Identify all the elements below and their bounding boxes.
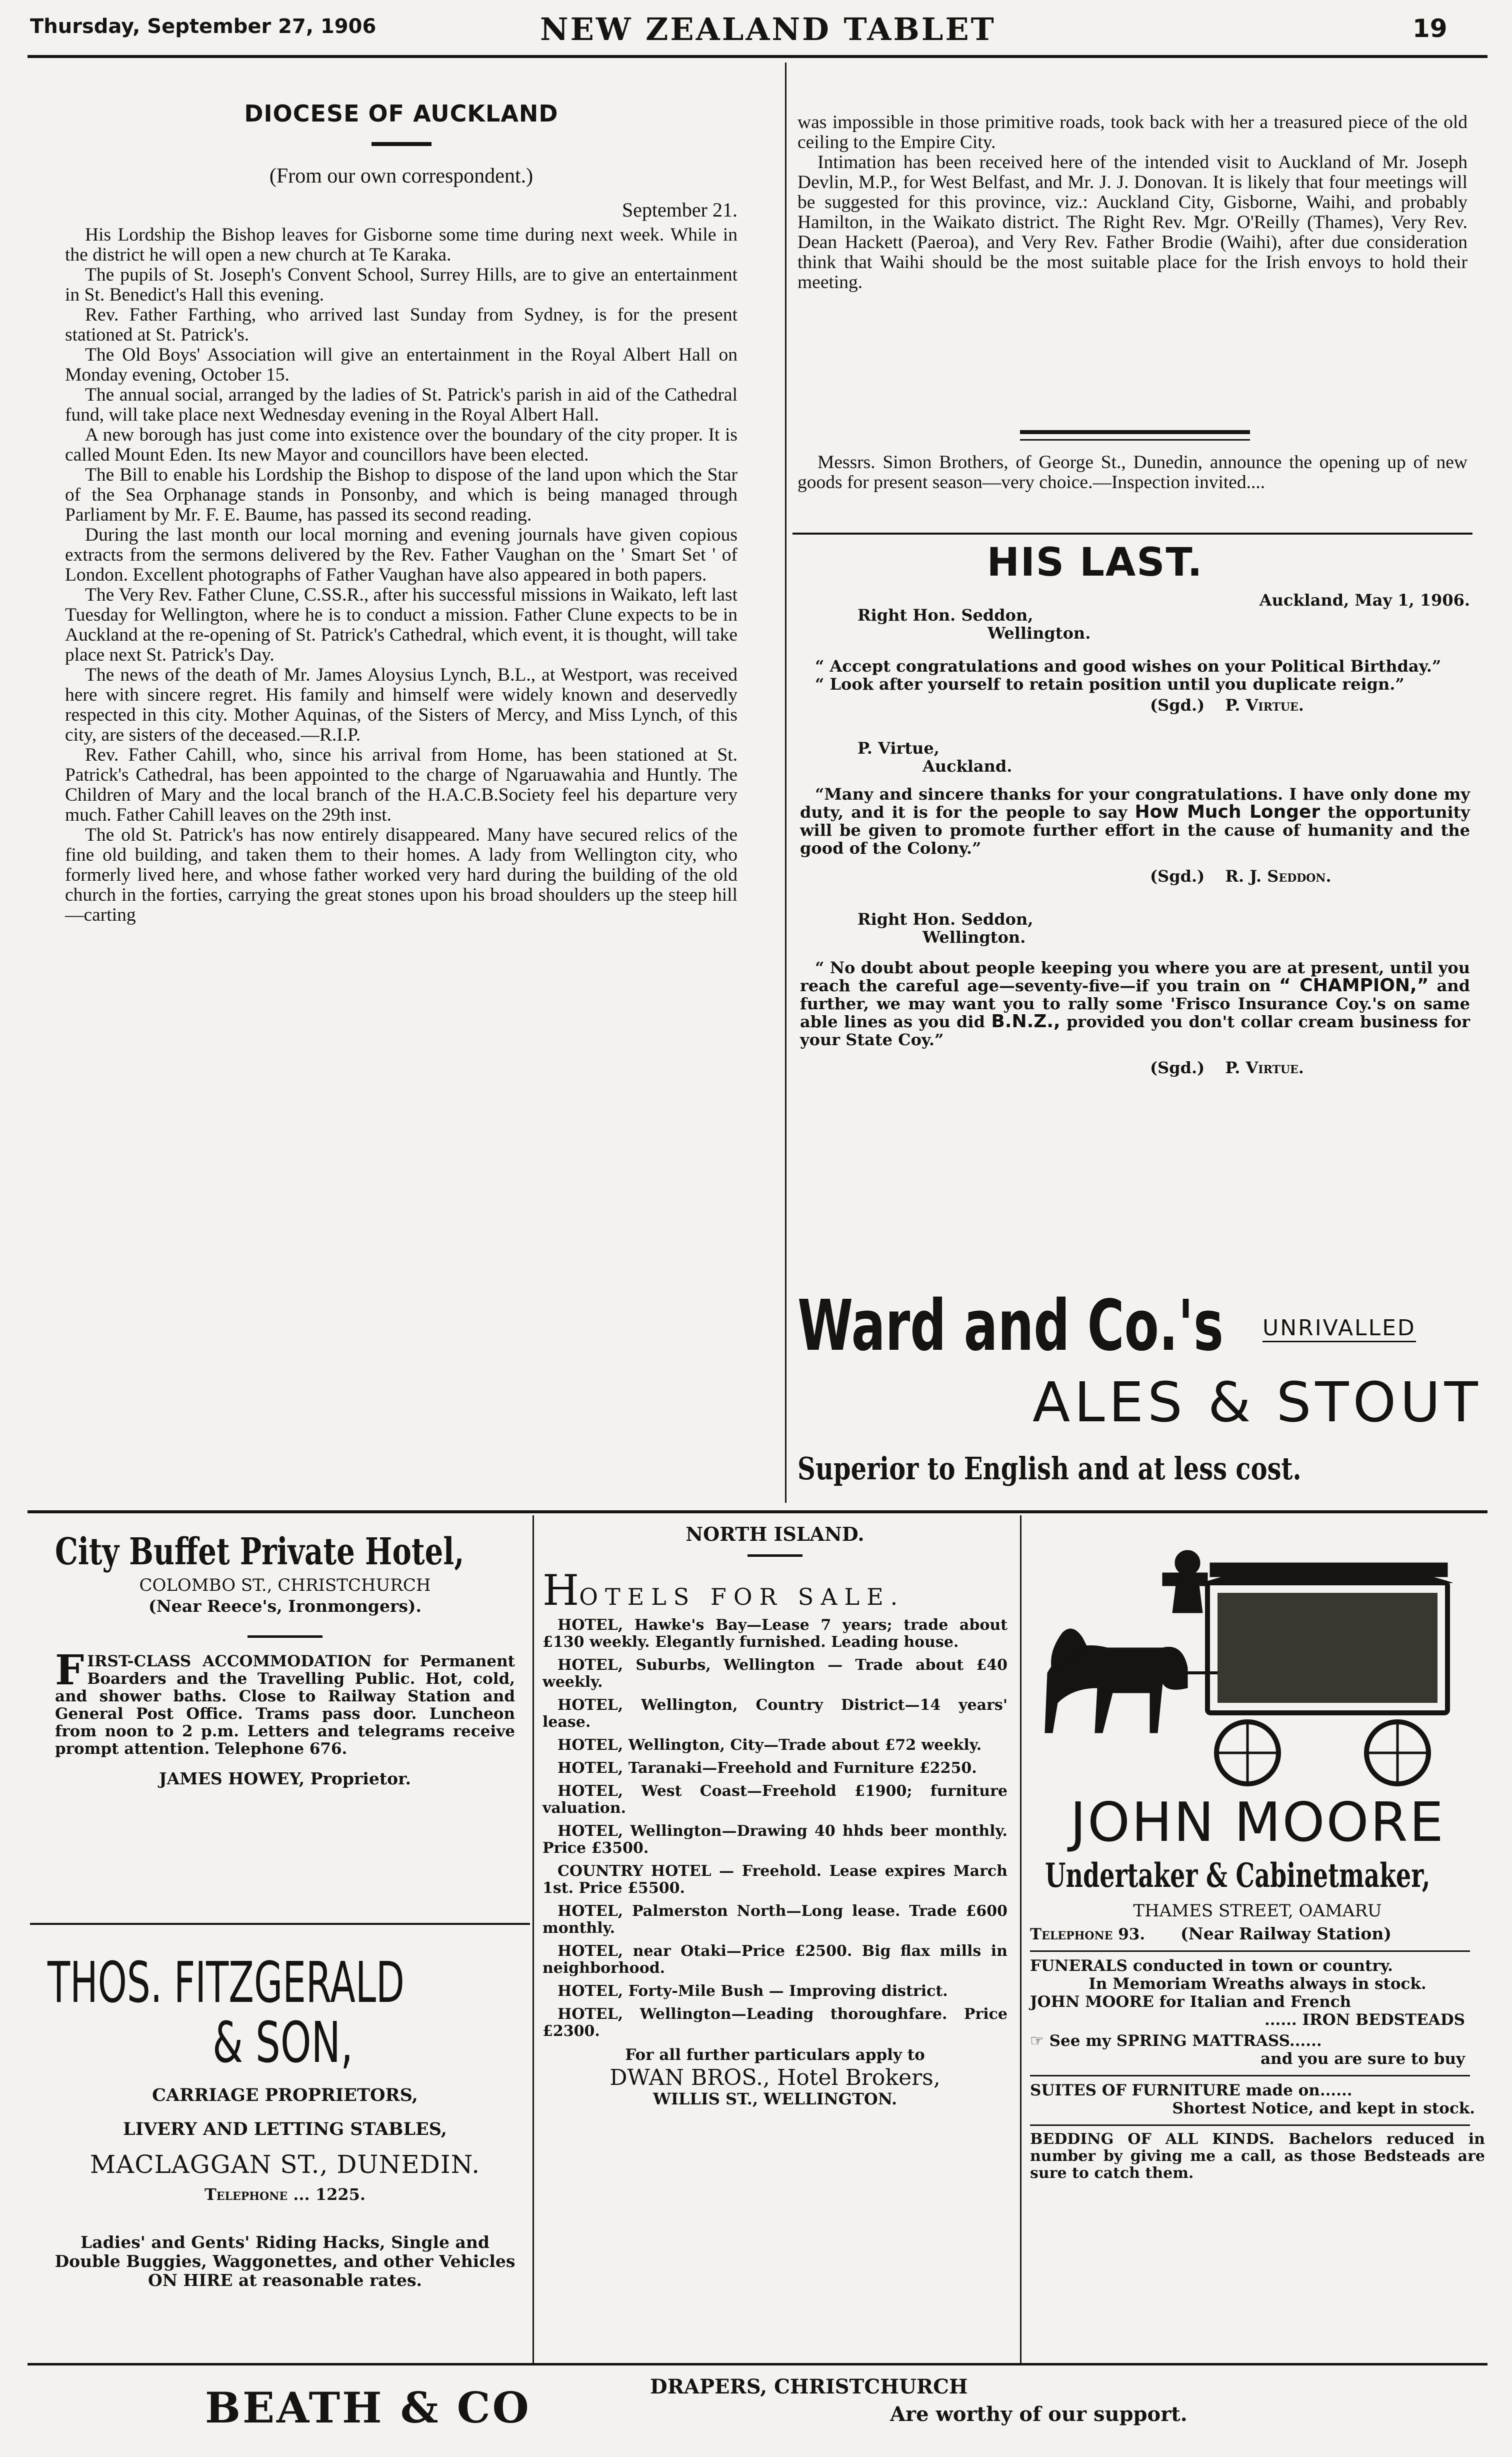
moore-line: BEDDING OF ALL KINDS. Bachelors reduced in number by giving me a call, as those Bedsteads are sure to catch them. [1030, 2130, 1485, 2182]
ward-name: Ward and Co.'s [798, 1285, 1224, 1367]
header-date: Thursday, September 27, 1906 [30, 15, 376, 38]
city-buffet-near: (Near Reece's, Ironmongers). [148, 1596, 422, 1616]
message-part: and further, we may want you to rally some 'Frisco Insurance Coy.'s on same able lines as you did [800, 976, 1470, 1031]
hotel-listing: COUNTRY HOTEL — Freehold. Lease expires March 1st. Price £5500. [542, 1862, 1008, 1897]
moore-phone-line [1030, 1925, 1485, 1943]
masthead-title: NEW ZEALAND TABLET [540, 11, 996, 48]
moore-line: and you are sure to buy [1260, 2050, 1465, 2068]
diocese-continuation [798, 113, 1468, 293]
his-last-date: Auckland, May 1, 1906. [1259, 591, 1470, 610]
body-text: IRST-CLASS ACCOMMODATION for Permanent Boarders and the Travelling Public. Hot, cold, and shower baths. Close to Railway Station and General Post Office. Trams pass door. Luncheon from noon to 2 p.m. Letters and telegrams receive prompt attention. Telephone 676. [55, 1652, 515, 1758]
paragraph: Intimation has been received here of the intended visit to Auckland of Mr. Joseph Devlin, M.P., for West Belfast, and Mr. J. J. Donovan. It is likely that four meetings will be suggested for this province, viz.: Auckland City, Gisborne, Waihi, and probably Hamilton, in the Waikato district. The Right Rev. Mgr. O'Reilly (Thames), Very Rev. Dean Hackett (Paeroa), and Very Rev. Father Brodie (Waihi), after due consideration think that Waihi should be the most suitable place for the Irish envoys to hold their meeting. [798, 152, 1468, 293]
signature: P. Virtue. [1225, 1058, 1304, 1077]
hotels-broker: DWAN BROS., Hotel Brokers, [610, 2065, 940, 2090]
addressee: P. Virtue, [858, 739, 940, 758]
column-divider [532, 1515, 534, 2363]
moore-line: FUNERALS conducted in town or country. [1030, 1957, 1393, 1975]
hotel-listing: HOTEL, Wellington, Country District—14 years' lease. [542, 1696, 1008, 1731]
message-part: “Many and sincere thanks for your congratulations. I have only done my duty, and it is for the people to say [800, 785, 1470, 822]
drop-cap: H [542, 1566, 580, 1615]
hotel-listing: HOTEL, Wellington—Drawing 40 hhds beer monthly. Price £3500. [542, 1822, 1008, 1857]
signature-line [1150, 1059, 1470, 1077]
signature: R. J. Seddon. [1225, 867, 1332, 886]
hotel-listing: HOTEL, Taranaki—Freehold and Furniture £2250. [558, 1759, 977, 1777]
addressee-place: Wellington. [988, 624, 1091, 643]
fitzgerald-body: Ladies' and Gents' Riding Hacks, Single and Double Buggies, Waggonettes, and other Vehicles ON HIRE at reasonable rates. [54, 2232, 516, 2290]
diocese-column [65, 100, 738, 925]
fitzgerald-street: MACLAGGAN ST., DUNEDIN. [90, 2150, 480, 2179]
paragraph: The news of the death of Mr. James Aloysius Lynch, B.L., at Westport, was received here with sincere regret. His family and himself were widely known and deservedly respected in this city. Mother Aquinas, of the Sisters of Mercy, and Miss Lynch, of this city, are sisters of the deceased.—R.I.P. [65, 665, 738, 745]
paragraph: Messrs. Simon Brothers, of George St., Dunedin, announce the opening up of new goods for present season—very choice.—Inspection invited.... [798, 452, 1468, 493]
moore-line-text: See my SPRING MATTRASS...... [1049, 2032, 1322, 2050]
beath-line-2: Are worthy of our support. [890, 2402, 1188, 2426]
hotel-list [542, 1617, 1008, 2040]
fitzgerald-trade: CARRIAGE PROPRIETORS, [152, 2085, 418, 2105]
city-buffet-advert [55, 1530, 515, 1788]
moore-trade: Undertaker & Cabinetmaker, [1045, 1856, 1430, 1895]
addressee: Right Hon. Seddon, [858, 606, 1034, 625]
moore-line: ...... IRON BEDSTEADS [1264, 2011, 1465, 2029]
paragraph: Rev. Father Farthing, who arrived last Sunday from Sydney, is for the present stationed at St. Patrick's. [65, 305, 738, 345]
sgd-label: (Sgd.) [1150, 696, 1205, 715]
bottom-rule [28, 2363, 1488, 2365]
message [800, 785, 1470, 857]
ad-rule [30, 1923, 530, 1925]
hotels-title-text: OTELS FOR SALE. [579, 1583, 905, 1610]
paragraph: His Lordship the Bishop leaves for Gisborne some time during next week. While in the district he will open a new church at Te Karaka. [65, 225, 738, 265]
diocese-heading: DIOCESE OF AUCKLAND [244, 100, 558, 127]
paragraph: During the last month our local morning and evening journals have given copious extracts from the sermons delivered by the Rev. Father Vaughan on the ' Smart Set ' of London. Excellent photographs of Father Vaughan have also appeared in both papers. [65, 525, 738, 585]
message-emphasis: How Much Longer [1134, 802, 1320, 822]
fitzgerald-phone: Telephone ... 1225. [204, 2185, 366, 2204]
message [800, 959, 1470, 1049]
divider [1030, 2124, 1470, 2126]
hearse-illustration [1038, 1523, 1478, 1788]
moore-line: JOHN MOORE for Italian and French [1030, 1993, 1352, 2011]
hearse-icon [1045, 1550, 1452, 1784]
hotel-listing: HOTEL, Palmerston North—Long lease. Trade £600 monthly. [542, 1902, 1008, 1937]
moore-line: SUITES OF FURNITURE made on...... [1030, 2081, 1352, 2099]
moore-name: JOHN MOORE [1070, 1791, 1445, 1854]
addressee-place: Wellington. [922, 928, 1026, 947]
column-divider [785, 63, 786, 1503]
fitzgerald-son: & SON, [212, 2010, 354, 2075]
thin-rule [1020, 439, 1250, 441]
hotel-listing: HOTEL, near Otaki—Price £2500. Big flax mills in neighborhood. [542, 1942, 1008, 1977]
page-number: 19 [1412, 14, 1448, 43]
addressee: Right Hon. Seddon, [858, 910, 1034, 929]
signature: P. Virtue. [1225, 696, 1304, 715]
divider [748, 1554, 802, 1557]
heading-rule [372, 142, 432, 146]
moore-street: THAMES STREET, OAMARU [1133, 1901, 1382, 1921]
hotel-listing: HOTEL, Suburbs, Wellington — Trade about £40 weekly. [542, 1656, 1008, 1691]
beath-line-1: DRAPERS, CHRISTCHURCH [650, 2375, 968, 2398]
paragraph: The pupils of St. Joseph's Convent School, Surrey Hills, are to give an entertainment in St. Benedict's Hall this evening. [65, 265, 738, 305]
signature-line [1150, 867, 1470, 885]
ales-stout: ALES & STOUT [1032, 1370, 1482, 1434]
his-last-heading: HIS LAST. [986, 540, 1204, 585]
unrivalled-label: UNRIVALLED [1262, 1315, 1416, 1342]
message-emphasis: “ CHAMPION,” [1279, 975, 1429, 996]
column-divider [1020, 1515, 1022, 2363]
ward-tagline: Superior to English and at less cost. [798, 1450, 1302, 1487]
hotels-address: WILLIS ST., WELLINGTON. [652, 2089, 898, 2108]
section-rule [28, 1510, 1488, 1513]
hotel-listing: HOTEL, Hawke's Bay—Lease 7 years; trade about £130 weekly. Elegantly furnished. Leading house. [542, 1616, 1008, 1651]
hotel-listing: HOTEL, West Coast—Freehold £1900; furniture valuation. [542, 1782, 1008, 1817]
message-part: “ No doubt about people keeping you where you are at present, until you reach the careful age—seventy-five—if you train on [800, 958, 1470, 995]
hotel-listing: HOTEL, Forty-Mile Bush — Improving district. [558, 1982, 948, 2000]
hotels-title [542, 1566, 1008, 1615]
message: “ Look after yourself to retain position until you duplicate reign.” [815, 675, 1404, 694]
beath-name: BEATH & CO [205, 2383, 531, 2432]
message-emphasis: B.N.Z., [991, 1011, 1060, 1032]
john-moore-advert [1030, 1523, 1485, 2182]
city-buffet-title: City Buffet Private Hotel, [55, 1530, 464, 1573]
moore-near: (Near Railway Station) [1180, 1924, 1392, 1943]
hotel-listing: HOTEL, Wellington, City—Trade about £72 weekly. [558, 1736, 982, 1754]
divider [248, 1635, 322, 1638]
paragraph: Rev. Father Cahill, who, since his arrival from Home, has been stationed at St. Patrick's Cathedral, has been appointed to the charge of Ngaruawahia and Huntly. The Children of Mary and the local branch of the H.A.C.B.Society feel his departure very much. Father Cahill leaves on the 29th inst. [65, 745, 738, 825]
hotels-advert [542, 1525, 1008, 2108]
signature-line [1150, 696, 1470, 714]
paragraph: The Very Rev. Father Clune, C.SS.R., after his successful missions in Waikato, left last Tuesday for Wellington, where he is to conduct a mission. Father Clune expects to be in Auckland at the re-opening of St. Patrick's Cathedral, which event, it is thought, will take place next St. Patrick's Day. [65, 585, 738, 665]
dateline: September 21. [622, 199, 738, 221]
message-part: provided you don't collar cream business for your State Coy.” [800, 1012, 1470, 1049]
moore-line [1030, 2032, 1485, 2050]
paragraph: The Bill to enable his Lordship the Bishop to dispose of the land upon which the Star of the Sea Orphanage stands in Ponsonby, and which is being managed through Parliament by Mr. F. E. Baume, has passed its second reading. [65, 465, 738, 525]
hotels-footer: For all further particulars apply to [625, 2046, 925, 2064]
header-rule [28, 55, 1488, 58]
paragraph: The Old Boys' Association will give an entertainment in the Royal Albert Hall on Monday evening, October 15. [65, 345, 738, 385]
section-rule [792, 533, 1472, 535]
paragraph: A new borough has just come into existence over the boundary of the city proper. It is called Mount Eden. Its new Mayor and councillors have been elected. [65, 425, 738, 465]
hotel-listing: HOTEL, Wellington—Leading thoroughfare. Price £2300. [542, 2005, 1008, 2040]
paragraph: was impossible in those primitive roads, took back with her a treasured piece of the old ceiling to the Empire City. [798, 112, 1468, 153]
paragraph: The annual social, arranged by the ladies of St. Patrick's parish in aid of the Cathedral fund, will take place next Wednesday evening in the Royal Albert Hall. [65, 385, 738, 425]
pointing-hand-icon: ☞ [1030, 2032, 1044, 2050]
city-buffet-proprietor: JAMES HOWEY, Proprietor. [159, 1769, 411, 1788]
moore-line: In Memoriam Wreaths always in stock. [1088, 1975, 1426, 1993]
correspondent-note: (From our own correspondent.) [269, 165, 534, 188]
thick-rule [1020, 430, 1250, 434]
addressee-place: Auckland. [922, 757, 1012, 776]
message-part: the opportunity will be given to promote further effort in the cause of humanity and the good of the Colony.” [800, 803, 1470, 858]
drop-cap: F [55, 1646, 84, 1694]
divider [1030, 2075, 1470, 2076]
divider [1030, 1950, 1470, 1952]
fitzgerald-name: THOS. FITZGERALD [48, 1950, 404, 2015]
city-buffet-body [55, 1646, 515, 1758]
city-buffet-address: COLOMBO ST., CHRISTCHURCH [139, 1575, 431, 1595]
fitzgerald-stables: LIVERY AND LETTING STABLES, [123, 2119, 447, 2139]
ward-advert [798, 1285, 1482, 1505]
moore-phone: Telephone 93. [1030, 1925, 1146, 1943]
hotels-region: NORTH ISLAND. [686, 1523, 864, 1545]
paragraph: The old St. Patrick's has now entirely disappeared. Many have secured relics of the fine old building, and taken them to their homes. A lady from Wellington city, who formerly lived here, and whose father worked very hard during the building of the old church in the forties, carrying the great stones upon his broad shoulders up the steep hill—carting [65, 825, 738, 925]
message: “ Accept congratulations and good wishes on your Political Birthday.” [815, 657, 1442, 676]
moore-line: Shortest Notice, and kept in stock. [1172, 2099, 1475, 2117]
simon-brothers-notice [798, 453, 1468, 493]
sgd-label: (Sgd.) [1150, 867, 1205, 886]
sgd-label: (Sgd.) [1150, 1058, 1205, 1077]
his-last-advert [800, 540, 1470, 1077]
